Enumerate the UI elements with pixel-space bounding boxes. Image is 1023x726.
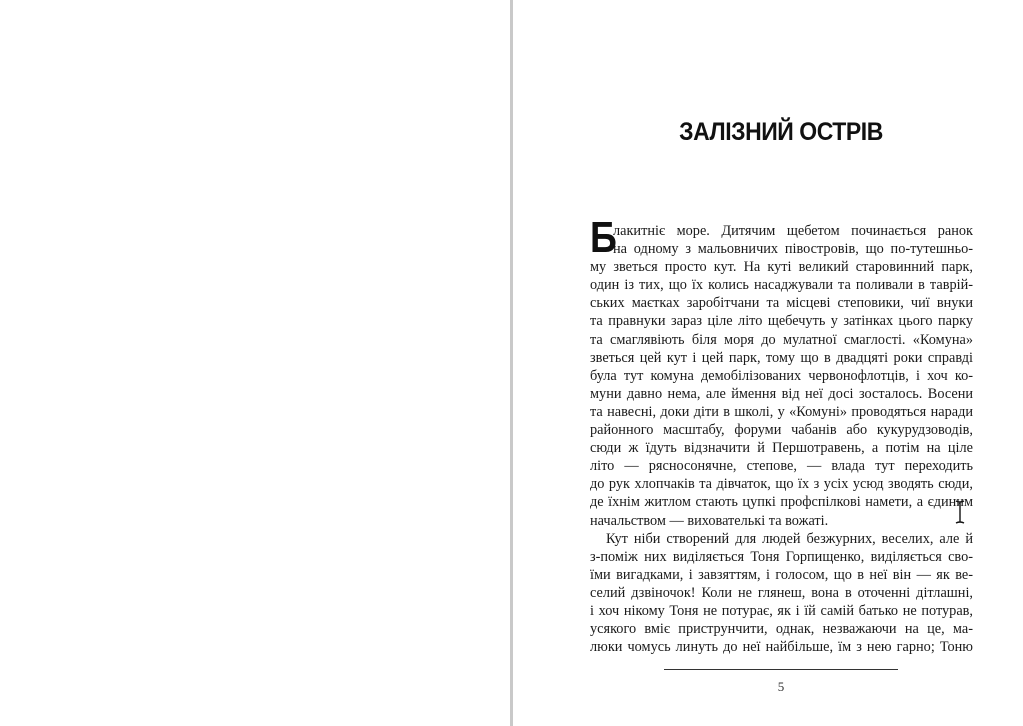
- text-line: з-поміж них виділяється Тоня Горпищенко, виділяється сво-: [590, 548, 973, 565]
- text-line: їми вигадками, і завзяттям, і голосом, що в неї він — як ве-: [590, 566, 973, 583]
- text-line: і хоч нікому Тоня не потурає, як і їй самій батько не потурав,: [590, 602, 973, 619]
- text-line: ських маєтках заробітчани та місцеві степовики, чиї внуки: [590, 295, 973, 312]
- text-line: до рук хлопчаків та дівчаток, що їх з усіх усюд зводять сюди,: [590, 476, 973, 493]
- text-line: літо — рясносонячне, степове, — влада тут переходить: [590, 458, 973, 475]
- text-line: районного масштабу, форуми чабанів або кукурудзоводів,: [590, 422, 973, 439]
- text-line: та навесні, доки діти в школі, у «Комуні» проводяться наради: [590, 403, 973, 420]
- text-line: усякого вміє приструнчити, однак, незважаючи на це, ма-: [590, 621, 973, 638]
- text-line: люки чомусь линуть до неї найбільше, їм з нею гарно; Тоню: [590, 639, 973, 656]
- text-line: та смаглявіють біля моря до мулатної смаглості. «Комуна»: [590, 331, 973, 348]
- text-cursor-icon: [954, 500, 966, 524]
- footer-rule: [664, 669, 898, 670]
- text-line: на одному з мальовничих півостровів, що по-тутешньо-: [613, 241, 973, 258]
- text-line: була тут комуна демобілізованих червонофлотців, і хоч ко-: [590, 367, 973, 384]
- text-line: начальством — вихователькі та вожаті.: [590, 512, 829, 529]
- page-number: 5: [777, 679, 785, 694]
- text-line: сюди ж їдуть відзначити й Першотравень, а потім на ціле: [590, 440, 973, 457]
- text-line: де їхнім житлом стають цупкі профспілкові намети, а єдиним: [590, 494, 973, 511]
- text-line: зветься цей кут і цей парк, тому що в двадцяті роки справді: [590, 349, 973, 366]
- drop-cap: Б: [590, 213, 617, 262]
- text-line: му зветься просто кут. На куті великий старовинний парк,: [590, 259, 973, 276]
- chapter-title: ЗАЛІЗНИЙ ОСТРІВ: [679, 118, 883, 146]
- text-line: селий дзвіночок! Коли не глянеш, вона в оточенні дітлашні,: [590, 584, 973, 601]
- text-line: та правнуки зараз ціле літо щебечуть у затінках цього парку: [590, 313, 973, 330]
- text-line: один із тих, що їх колись насаджували та поливали в таврій-: [590, 277, 973, 294]
- text-line: муни давно нема, але ймення від неї досі зосталось. Восени: [590, 385, 973, 402]
- paragraph-start-line: Кут ніби створений для людей безжурних, веселих, але й: [606, 530, 973, 547]
- right-page: [513, 0, 1023, 726]
- text-line: лакитніє море. Дитячим щебетом починається ранок: [613, 223, 973, 239]
- body-text: [590, 213, 973, 656]
- left-page-blank: [0, 0, 510, 726]
